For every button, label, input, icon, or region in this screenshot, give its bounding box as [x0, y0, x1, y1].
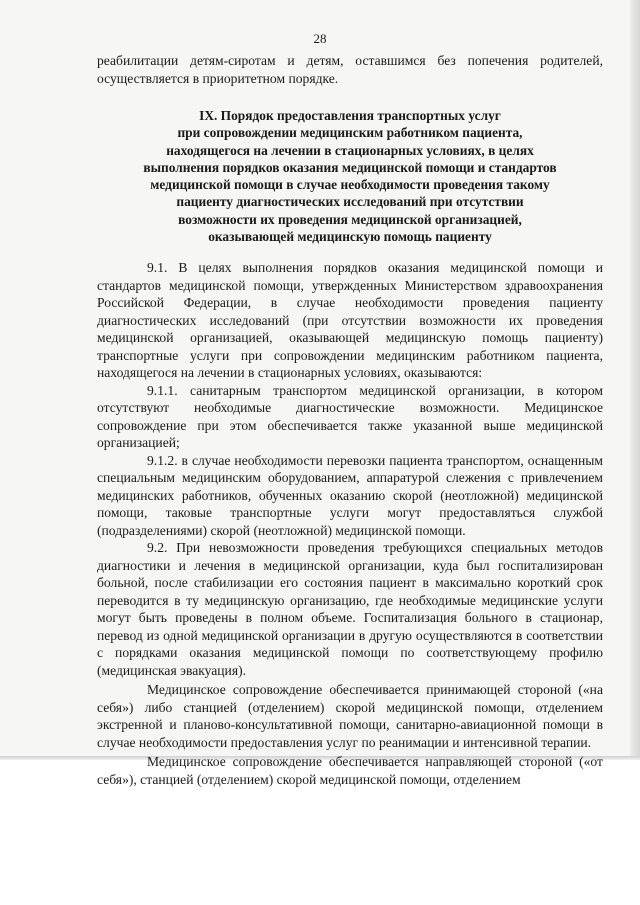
paragraph-9-1-1: 9.1.1. санитарным транспортом медицинской организации, в котором отсутствуют необходимые диагностические возможности. Медицинское сопровождение при этом обеспечивается также указанной выше медицинской организацией; — [97, 382, 603, 451]
section-title-line: находящегося на лечении в стационарных условиях, в целях — [166, 142, 534, 158]
paragraph-escort-receiving: Медицинское сопровождение обеспечивается принимающей стороной («на себя») либо станцией (отделением) скорой медицинской помощи, отделением экстренной и планово-консультативной помощи, санитарно-авиационной помощи в случае необходимости предоставления услуг по реанимации и интенсивной терапии. — [97, 682, 603, 750]
section-title-line: при сопровождении медицинским работником пациента, — [177, 125, 523, 141]
section-title-line: оказывающей медицинскую помощь пациенту — [208, 229, 492, 245]
section-title-line: возможности их проведения медицинской организацией, — [178, 211, 522, 227]
scan-right-edge — [630, 0, 640, 760]
paragraph-9-1-2: 9.1.2. в случае необходимости перевозки пациента транспортом, оснащенным специальным медицинским оборудованием, аппаратурой слежения с привлечением медицинских работников, обученных оказанию скорой (неотложной) медицинской помощи, таковые транспортные услуги могут предоставляться службой (подразделениями) скорой (неотложной) медицинской помощи. — [97, 452, 603, 538]
section-title-line: выполнения порядков оказания медицинской помощи и стандартов — [143, 159, 557, 175]
section-title-line: пациенту диагностических исследований при отсутствии — [176, 194, 524, 210]
section-title-line: IX. Порядок предоставления транспортных услуг — [199, 108, 501, 123]
intro-paragraph: реабилитации детям-сиротам и детям, оставшимся без попечения родителей, осуществляется в приоритетном порядке. — [97, 53, 603, 86]
page-number: 28 — [313, 31, 327, 46]
section-title-line: медицинской помощи в случае необходимости проведения такому — [150, 177, 550, 193]
paragraph-9-1: 9.1. В целях выполнения порядков оказания медицинской помощи и стандартов медицинской помощи, утвержденных Министерством здравоохранения Российской Федерации, в случае необходимости проведения пациенту диагностических исследований (при отсутствии возможности их проведения медицинской организацией, оказывающей медицинскую помощь пациенту) транспортные услуги при сопровождении медицинским работником пациента, находящегося на лечении в стационарных условиях, оказываются: — [97, 260, 603, 381]
paragraph-9-2: 9.2. При невозможности проведения требующихся специальных методов диагностики и лечения в медицинской организации, куда был госпитализирован больной, после стабилизации его состояния пациент в максимально короткий срок переводится в ту медицинскую организацию, где необходимые медицинские услуги могут быть проведены в полном объеме. Госпитализация больного в стационар, перевод из одной медицинской организации в другую осуществляются в соответствии с порядками оказания медицинской помощи по соответствующему профилю (медицинская эвакуация). — [97, 540, 603, 678]
document-body — [97, 52, 603, 788]
paragraph-escort-sending: Медицинское сопровождение обеспечивается направляющей стороной («от себя»), станцией (отделением) скорой медицинской помощи, отделением — [97, 754, 603, 787]
section-title — [97, 107, 603, 245]
